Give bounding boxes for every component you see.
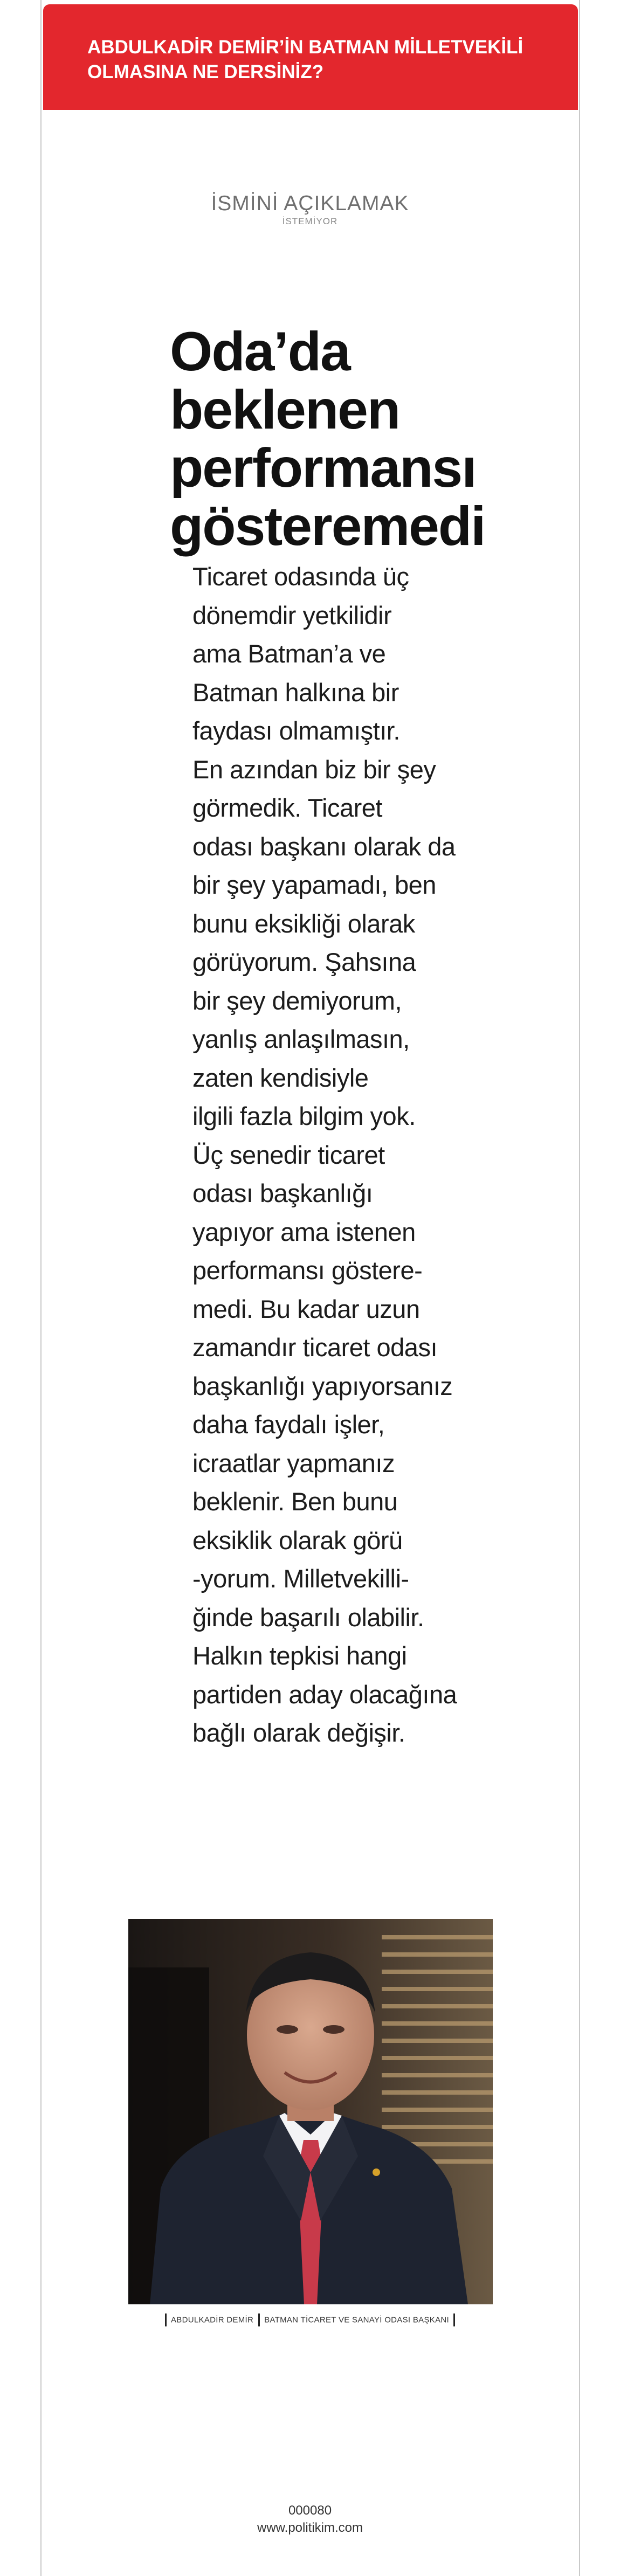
- body-line: dönemdir yetkilidir: [192, 600, 392, 630]
- source-title: İSMİNİ AÇIKLAMAK: [211, 192, 409, 215]
- body-line: görmedik. Ticaret: [192, 793, 382, 822]
- body-line: icraatlar yapmanız: [192, 1448, 395, 1477]
- body-line: bağlı olarak değişir.: [192, 1718, 405, 1747]
- body-line: zamandır ticaret odası: [192, 1333, 437, 1362]
- source-label: [0, 192, 620, 227]
- body-line: Üç senedir ticaret: [192, 1140, 385, 1169]
- body-line: görüyorum. Şahsına: [192, 948, 416, 976]
- caption-divider: [165, 2313, 167, 2326]
- website-link[interactable]: www.politikim.com: [257, 2520, 363, 2535]
- caption-name: ABDULKADİR DEMİR: [171, 2315, 254, 2325]
- article-headline: Oda’da beklenen performansı gösteremedi: [170, 321, 485, 557]
- body-line: ilgili fazla bilgim yok.: [192, 1102, 416, 1130]
- body-line: bir şey yapamadı, ben: [192, 871, 436, 899]
- body-line: yapıyor ama istenen: [192, 1217, 416, 1246]
- body-line: beklenir. Ben bunu: [192, 1487, 398, 1516]
- body-line: daha faydalı işler,: [192, 1410, 385, 1439]
- photo-caption: [0, 2313, 620, 2326]
- body-line: performansı göstere-: [192, 1256, 423, 1284]
- body-line: ğinde başarılı olabilir.: [192, 1603, 424, 1632]
- caption-divider: [258, 2313, 260, 2326]
- source-subtitle: İSTEMİYOR: [282, 216, 338, 226]
- banner-title: ABDULKADİR DEMİR’İN BATMAN MİLLETVEKİLİ OLMASINA NE DERSİNİZ?: [87, 37, 523, 82]
- body-line: yanlış anlaşılmasın,: [192, 1025, 410, 1053]
- body-line: eksiklik olarak görü: [192, 1525, 403, 1555]
- body-line: odası başkanı olarak da: [192, 832, 456, 861]
- article-body: [192, 557, 457, 1752]
- body-line: Ticaret odasında üç: [192, 562, 409, 591]
- body-line: faydası olmamıştır.: [192, 716, 400, 745]
- body-line: Halkın tepkisi hangi: [192, 1641, 407, 1670]
- body-line: partiden aday olacağına: [192, 1680, 457, 1709]
- body-line: medi. Bu kadar uzun: [192, 1294, 420, 1323]
- body-line: odası başkanlığı: [192, 1179, 373, 1207]
- body-line: bunu eksikliği olarak: [192, 909, 415, 938]
- page-footer: [0, 2502, 620, 2537]
- body-line: ama Batman’a ve: [192, 639, 386, 668]
- portrait-illustration: [128, 1919, 493, 2304]
- portrait-photo: [128, 1919, 493, 2304]
- page-number: 000080: [288, 2503, 332, 2518]
- caption-divider: [453, 2313, 455, 2326]
- body-line: En azından biz bir şey: [192, 755, 436, 784]
- question-banner: [43, 4, 578, 110]
- body-line: Batman halkına bir: [192, 678, 399, 707]
- caption-title: BATMAN TİCARET VE SANAYİ ODASI BAŞKANI: [264, 2315, 449, 2325]
- body-line: bir şey demiyorum,: [192, 986, 402, 1015]
- body-line: zaten kendisiyle: [192, 1063, 369, 1092]
- body-line: -yorum. Milletvekilli-: [192, 1564, 409, 1593]
- body-line: başkanlığı yapıyorsanız: [192, 1371, 453, 1400]
